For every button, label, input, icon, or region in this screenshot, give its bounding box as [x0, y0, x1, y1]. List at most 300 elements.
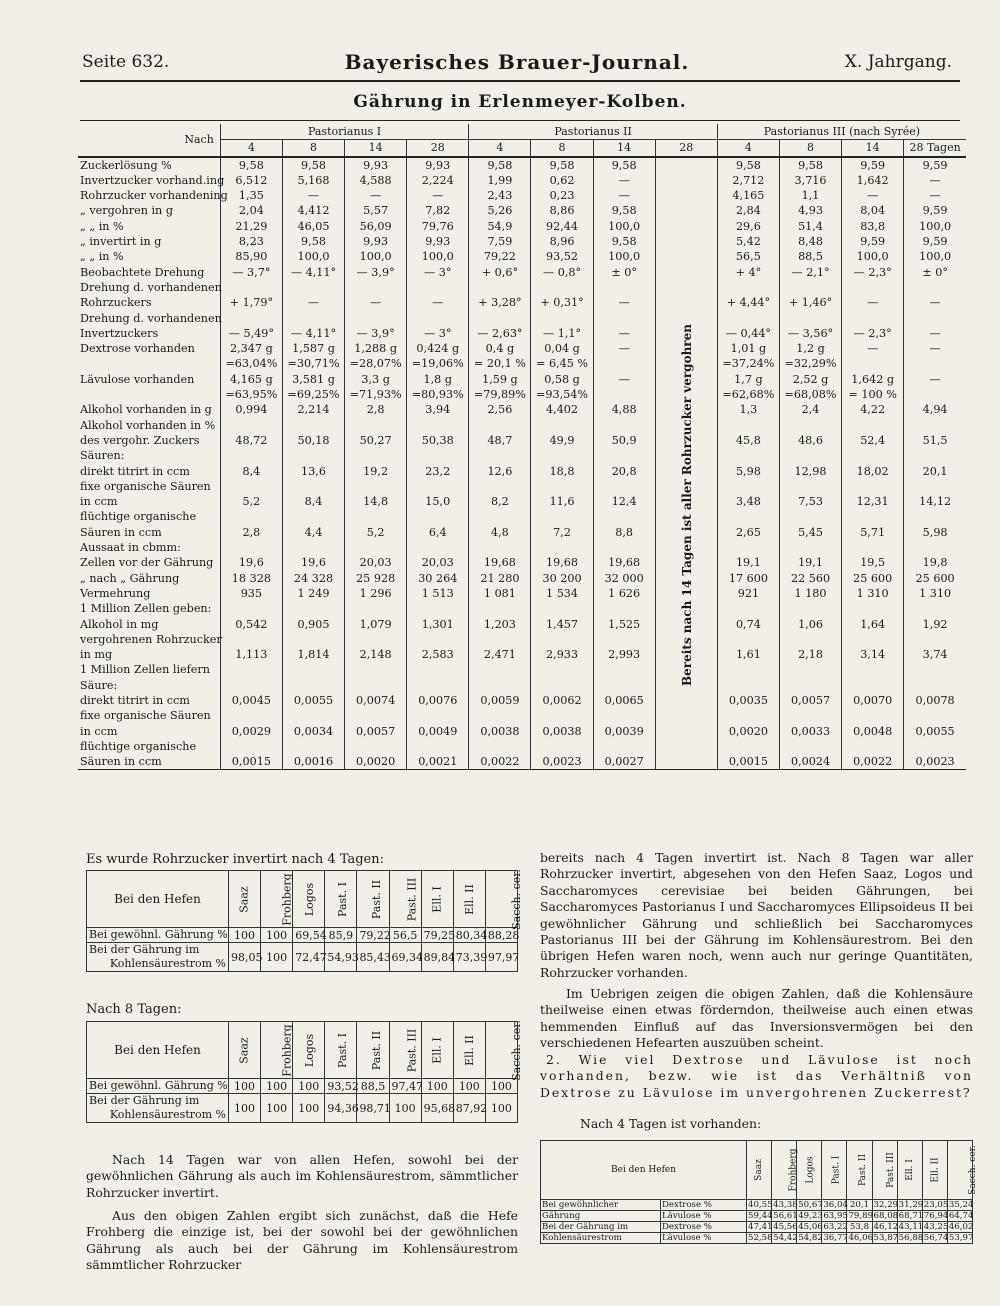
table-cell: 48,7: [469, 433, 531, 448]
table-row: [78, 234, 966, 249]
table-cell: — 4,11°: [282, 265, 344, 280]
table-cell: 100: [229, 928, 261, 943]
table-cell: 9,58: [220, 157, 282, 173]
table-cell: 50,9: [593, 433, 655, 448]
yeast-name: Sacch. cer.: [509, 1019, 523, 1081]
table-cell: —: [593, 326, 655, 341]
table-cell: [593, 739, 655, 754]
table-cell: [282, 739, 344, 754]
row-group-label: Bei gewöhnlicher: [541, 1200, 661, 1211]
table-cell: —: [282, 295, 344, 310]
table-cell: 50,27: [345, 433, 407, 448]
table-row: [87, 943, 518, 972]
table-cell: [407, 540, 469, 555]
table-cell: 8,4: [220, 464, 282, 479]
table-cell: [531, 662, 593, 677]
table-cell: [842, 632, 904, 647]
table-cell: 19,5: [842, 555, 904, 570]
table-row: [78, 509, 966, 524]
table-cell: [531, 311, 593, 326]
table-cell: 9,58: [469, 157, 531, 173]
text-left-paragraph-1: Nach 14 Tagen war von allen Hefen, sowohl bei der gewöhnlichen Gährung als auch im Kohlensäurestrom, sämmtlicher Rohrzucker invertirt.: [86, 1152, 518, 1200]
table-cell: 54,42: [773, 1233, 798, 1243]
row-label: fixe organische Säuren: [80, 479, 211, 493]
text-right-paragraph-1: bereits nach 4 Tagen invertirt ist. Nach 8 Tagen war aller Rohrzucker invertirt, abgesehen von den Hefen Saaz, Logos und Saccharomyces cerevisiae bei beiden Gährungen, bei Saccharomyces Pastorianus I und Saccharomyces Ellipsoideus II bei gewöhnlicher Gährung und schließlich bei Saccharomyces Pastorianus III bei der Gährung im Kohlensäurestrom. Bei den übrigen Hefen waren noch, wenn auch nur geringe Quantitäten, Rohrzucker vorhanden.: [540, 850, 973, 980]
table-cell: 1,587 g: [282, 341, 344, 356]
table-cell: [779, 708, 841, 723]
table-cell: 19,68: [469, 555, 531, 570]
title-rule: [80, 120, 960, 121]
table-cell: =63,95%: [220, 387, 282, 402]
table-cell: + 1,46°: [779, 295, 841, 310]
table-cell: =63,04%: [220, 356, 282, 371]
row-label: [87, 1079, 229, 1094]
table-cell: 2,583: [407, 647, 469, 662]
table-cell: [469, 311, 531, 326]
table-cell: — 3,56°: [779, 326, 841, 341]
row-label: Säuren:: [80, 449, 125, 463]
yeast-name: Frohberg: [788, 1148, 799, 1192]
table-cell: 50,18: [282, 433, 344, 448]
table-cell: [717, 280, 779, 295]
yeast-name: Past. I: [831, 1155, 842, 1185]
table-cell: 9,58: [282, 157, 344, 173]
yeast-name: Ell. I: [430, 1036, 444, 1064]
text-right-paragraph-2: Im Uebrigen zeigen die obigen Zahlen, daß die Kohlensäure theilweise einen etwas förderndon, theilweise auch einen etwas hemmenden Einfluß auf das Inversionsvermögen bei den verschiedenen Hefearten auszuüben scheint.: [540, 986, 973, 1051]
yeast-column-header: [421, 871, 453, 928]
table-cell: 2,214: [282, 402, 344, 417]
table-cell: [779, 509, 841, 524]
table-cell: [220, 448, 282, 463]
table-row: [78, 647, 966, 662]
table-cell: 1,288 g: [345, 341, 407, 356]
yeast-column-header: [261, 871, 293, 928]
table-cell: 0,994: [220, 402, 282, 417]
table-cell: [531, 509, 593, 524]
row-label: Säuren in ccm: [80, 525, 162, 539]
table-cell: [842, 280, 904, 295]
table-cell: 9,93: [345, 157, 407, 173]
table-cell: 1,642 g: [842, 372, 904, 387]
table-cell: 2,52 g: [779, 372, 841, 387]
table-cell: [407, 632, 469, 647]
table-cell: 3,3 g: [345, 372, 407, 387]
table-cell: 1,301: [407, 617, 469, 632]
yeast-name: Sacch. cer.: [509, 868, 523, 930]
row-label: des vergohr. Zuckers: [80, 433, 200, 447]
table-cell: [779, 311, 841, 326]
table-cell: 9,59: [904, 234, 966, 249]
table-cell: [345, 448, 407, 463]
table-cell: [407, 509, 469, 524]
table-cell: — 4,11°: [282, 326, 344, 341]
table-cell: 63,22: [823, 1222, 848, 1232]
table-cell: =71,93%: [345, 387, 407, 402]
table-cell: 1 534: [531, 586, 593, 601]
table-cell: 0,0070: [842, 693, 904, 708]
page-number: Seite 632.: [82, 52, 170, 72]
table-cell: —: [904, 341, 966, 356]
table-row: [78, 754, 966, 770]
table-cell: 56,88: [898, 1233, 924, 1243]
row-label: Aussaat in cbmm:: [80, 541, 181, 555]
table-cell: 0,0057: [779, 693, 841, 708]
table-cell: [717, 540, 779, 555]
table-cell: 5,45: [779, 525, 841, 540]
table-cell: 43,25: [923, 1222, 949, 1232]
yeast-column-header: [797, 1141, 822, 1200]
table-cell: 100: [485, 1094, 517, 1123]
table-cell: [220, 418, 282, 433]
table-row: [78, 464, 966, 479]
table-cell: 19,2: [345, 464, 407, 479]
table-cell: 3,74: [904, 647, 966, 662]
table-cell: 25 600: [842, 571, 904, 586]
table-cell: 89,84: [421, 943, 453, 972]
table-cell: 36,77: [823, 1233, 848, 1243]
table-cell: 20,03: [345, 555, 407, 570]
table-cell: 4,88: [593, 402, 655, 417]
table-cell: 1,814: [282, 647, 344, 662]
table-cell: 1,92: [904, 617, 966, 632]
table-cell: 8,23: [220, 234, 282, 249]
table-cell: 9,59: [842, 157, 904, 173]
table-cell: [345, 509, 407, 524]
table-cell: 2,933: [531, 647, 593, 662]
table-cell: 53,8: [847, 1222, 872, 1233]
row-label: Zellen vor der Gährung: [80, 556, 214, 570]
table-cell: 1,113: [220, 647, 282, 662]
table-cell: — 2,3°: [842, 265, 904, 280]
table-cell: 21 280: [469, 571, 531, 586]
table-cell: [779, 418, 841, 433]
table-cell: [469, 418, 531, 433]
table-row: [78, 372, 966, 387]
table-cell: [593, 418, 655, 433]
day-header: 14: [345, 140, 407, 157]
row-label: Vermehrung: [80, 586, 151, 600]
row-label: Lävulose vorhanden: [80, 372, 195, 386]
table-cell: [655, 234, 717, 249]
table-cell: =32,29%: [779, 356, 841, 371]
table-cell: + 4°: [717, 265, 779, 280]
table-row: [78, 632, 966, 647]
table-cell: 1,525: [593, 617, 655, 632]
table-cell: —: [904, 173, 966, 188]
table-cell: 1 081: [469, 586, 531, 601]
row-label: „ „ in %: [80, 219, 124, 233]
row-label: [87, 928, 229, 943]
table-cell: [717, 739, 779, 754]
table-row: [78, 555, 966, 570]
table-cell: 1 249: [282, 586, 344, 601]
row-label: Dextrose vorhanden: [80, 342, 195, 356]
table-cell: [904, 708, 966, 723]
row-label: flüchtige organische: [80, 739, 197, 753]
table-cell: 0,0057: [345, 724, 407, 739]
table-cell: [779, 678, 841, 693]
table-cell: 0,0020: [717, 724, 779, 739]
table-cell: 46,12: [873, 1222, 899, 1232]
row-label: in mg: [80, 648, 113, 662]
table-cell: [282, 311, 344, 326]
row-label: Beobachtete Drehung: [80, 265, 205, 279]
table-cell: 100: [261, 928, 293, 943]
table-cell: 18,02: [842, 464, 904, 479]
yeast-column-header: [357, 871, 389, 928]
row-label: Drehung d. vorhandenen: [80, 311, 222, 325]
table-cell: — 5,49°: [220, 326, 282, 341]
table-cell: 100,0: [593, 249, 655, 264]
table-cell: 76,94: [923, 1211, 949, 1221]
table-cell: 8,4: [282, 494, 344, 509]
yeast-name: Frohberg: [280, 1023, 294, 1077]
table-cell: —: [593, 188, 655, 203]
table-cell: = 20,1 %: [469, 356, 531, 371]
table-cell: [842, 356, 904, 371]
table-cell: [655, 219, 717, 234]
yeast-name: Frohberg: [280, 872, 294, 926]
table-cell: 14,12: [904, 494, 966, 509]
table-cell: 19,6: [282, 555, 344, 570]
table-cell: 100: [453, 1079, 485, 1094]
table-cell: [904, 632, 966, 647]
table-cell: 45,56: [773, 1222, 798, 1232]
table-cell: 100: [229, 1079, 261, 1094]
table-cell: [282, 662, 344, 677]
table-cell: 54,93: [325, 943, 357, 972]
table-cell: 64,74: [948, 1211, 974, 1221]
table-cell: [282, 509, 344, 524]
table-cell: 0,0021: [407, 754, 469, 770]
table-cell: 56,5: [389, 928, 421, 943]
table-cell: [345, 678, 407, 693]
table-cell: 35,24: [948, 1200, 974, 1210]
group-pastorianus-2: Pastorianus II: [469, 124, 718, 140]
table-cell: [282, 632, 344, 647]
table-cell: 0,424 g: [407, 341, 469, 356]
table-cell: 43,38: [773, 1200, 798, 1210]
table-cell: 79,89: [848, 1211, 874, 1221]
day-header: 14: [593, 140, 655, 157]
header-rule: [80, 80, 960, 82]
table-cell: =93,54%: [531, 387, 593, 402]
table-cell: [469, 280, 531, 295]
table-cell: [779, 540, 841, 555]
table-cell: 0,0027: [593, 754, 655, 770]
table-cell: 0,0055: [282, 693, 344, 708]
table-cell: + 1,79°: [220, 295, 282, 310]
table-cell: 3,716: [779, 173, 841, 188]
table-cell: [593, 662, 655, 677]
table-cell: 5,42: [717, 234, 779, 249]
table-cell: 100,0: [904, 219, 966, 234]
table-cell: [531, 540, 593, 555]
table-cell: 15,0: [407, 494, 469, 509]
table-cell: 1 180: [779, 586, 841, 601]
yeast-column-header: [389, 871, 421, 928]
yeast-column-header: [822, 1141, 847, 1200]
row-label-line: Bei gewöhnl. Gährung %: [89, 928, 228, 941]
table-cell: [220, 311, 282, 326]
table-cell: 12,6: [469, 464, 531, 479]
table-cell: [531, 418, 593, 433]
table-cell: 54,9: [469, 219, 531, 234]
inversion-4-days-table: [86, 868, 523, 972]
table-cell: [655, 249, 717, 264]
table-cell: —: [282, 188, 344, 203]
table-row: [78, 571, 966, 586]
table-cell: [282, 418, 344, 433]
table-cell: 2,65: [717, 525, 779, 540]
text-right-paragraph-4: Nach 4 Tagen ist vorhanden:: [580, 1116, 762, 1131]
table-cell: 0,0062: [531, 693, 593, 708]
table-cell: 0,0024: [779, 754, 841, 770]
table-row: [78, 662, 966, 677]
table-cell: 1,3: [717, 402, 779, 417]
table-cell: —: [593, 173, 655, 188]
table-cell: 9,93: [345, 234, 407, 249]
yeast-name: Past. III: [404, 877, 418, 921]
table-row: [78, 418, 966, 433]
table-cell: 0,0020: [345, 754, 407, 770]
table-cell: —: [842, 341, 904, 356]
table-cell: 0,23: [531, 188, 593, 203]
table-cell: [282, 479, 344, 494]
yeast-column-header: [293, 871, 325, 928]
table-cell: 79,22: [469, 249, 531, 264]
yeast-name: Logos: [303, 1033, 317, 1067]
dextrose-laevulose-table: [540, 1140, 978, 1244]
table-cell: 2,18: [779, 647, 841, 662]
yeast-name: Past. I: [336, 1032, 350, 1068]
table-cell: 49,23: [798, 1211, 823, 1221]
table-cell: 11,6: [531, 494, 593, 509]
table-cell: 19,8: [904, 555, 966, 570]
table-cell: 0,0033: [779, 724, 841, 739]
table-cell: 88,5: [357, 1079, 389, 1094]
day-header: 28: [407, 140, 469, 157]
row-label: vergohrenen Rohrzucker: [80, 632, 222, 646]
table-cell: 0,04 g: [531, 341, 593, 356]
day-header: 4: [717, 140, 779, 157]
table-cell: 53,87: [873, 1233, 899, 1243]
table-cell: [593, 448, 655, 463]
table-cell: 12,4: [593, 494, 655, 509]
table-row: [541, 1211, 973, 1222]
table-cell: 45,06: [798, 1222, 823, 1232]
table-cell: 3,48: [717, 494, 779, 509]
table-cell: —: [593, 341, 655, 356]
table-cell: =28,07%: [345, 356, 407, 371]
table-row: [78, 693, 966, 708]
table-cell: [345, 418, 407, 433]
table-cell: 1,203: [469, 617, 531, 632]
table-cell: 9,93: [407, 157, 469, 173]
table-cell: 4,412: [282, 203, 344, 218]
table-cell: 32,29: [873, 1200, 899, 1210]
table-row: [541, 1222, 973, 1233]
table-cell: [904, 448, 966, 463]
table-cell: 19,1: [717, 555, 779, 570]
table-cell: [904, 356, 966, 371]
table-cell: 3,94: [407, 402, 469, 417]
table-cell: [655, 724, 717, 739]
table-cell: 8,86: [531, 203, 593, 218]
volume-label: X. Jahrgang.: [844, 52, 952, 72]
row-label: Zuckerlösung %: [80, 158, 172, 172]
table-cell: 0,0078: [904, 693, 966, 708]
table-cell: 32 000: [593, 571, 655, 586]
table-cell: — 2,1°: [779, 265, 841, 280]
table-cell: 8,2: [469, 494, 531, 509]
table-cell: 79,76: [407, 219, 469, 234]
table-cell: — 0,8°: [531, 265, 593, 280]
table-cell: [717, 662, 779, 677]
table-cell: 2,224: [407, 173, 469, 188]
yeast-name: Sacch. cer.: [967, 1145, 978, 1195]
table-cell: 25 600: [904, 571, 966, 586]
yeast-column-header: [872, 1141, 897, 1200]
table-cell: 100,0: [842, 249, 904, 264]
table-cell: [469, 632, 531, 647]
table-cell: 0,905: [282, 617, 344, 632]
table-cell: 12,31: [842, 494, 904, 509]
table-cell: [717, 448, 779, 463]
row-label: [78, 387, 220, 402]
table-row: [78, 387, 966, 402]
table-cell: 85,43: [357, 943, 389, 972]
table-cell: [469, 708, 531, 723]
vertical-note: Bereits nach 14 Tagen ist aller Rohrzucker vergohren: [680, 324, 694, 686]
table-cell: 1,99: [469, 173, 531, 188]
table-cell: 1,7 g: [717, 372, 779, 387]
table-cell: [282, 280, 344, 295]
table-cell: 0,0038: [531, 724, 593, 739]
yeast-column-header: [453, 1022, 485, 1079]
table-cell: 56,09: [345, 219, 407, 234]
table-cell: 48,72: [220, 433, 282, 448]
table-cell: [469, 509, 531, 524]
table-cell: [593, 387, 655, 402]
table-cell: = 100 %: [842, 387, 904, 402]
table-row: [87, 1079, 518, 1094]
table-row: [78, 739, 966, 754]
table-cell: 1 513: [407, 586, 469, 601]
table-cell: 19,6: [220, 555, 282, 570]
table-row: [78, 540, 966, 555]
table-cell: 100,0: [904, 249, 966, 264]
table-row: [78, 494, 966, 509]
table-row: [78, 157, 966, 173]
table-cell: 24 328: [282, 571, 344, 586]
table-cell: 9,59: [842, 234, 904, 249]
yeast-name: Ell. II: [462, 883, 476, 915]
table-cell: 63,95: [823, 1211, 848, 1221]
table-cell: 1,35: [220, 188, 282, 203]
table-cell: 72,47: [293, 943, 325, 972]
table-cell: — 3,9°: [345, 326, 407, 341]
table-cell: [779, 479, 841, 494]
table-cell: 20,1: [847, 1200, 872, 1211]
table-cell: 36,04: [823, 1200, 848, 1210]
table-row: [78, 341, 966, 356]
table-cell: 9,58: [531, 157, 593, 173]
table-cell: [407, 311, 469, 326]
table-cell: 4,165 g: [220, 372, 282, 387]
table-cell: 4,402: [531, 402, 593, 417]
table-row: [78, 525, 966, 540]
